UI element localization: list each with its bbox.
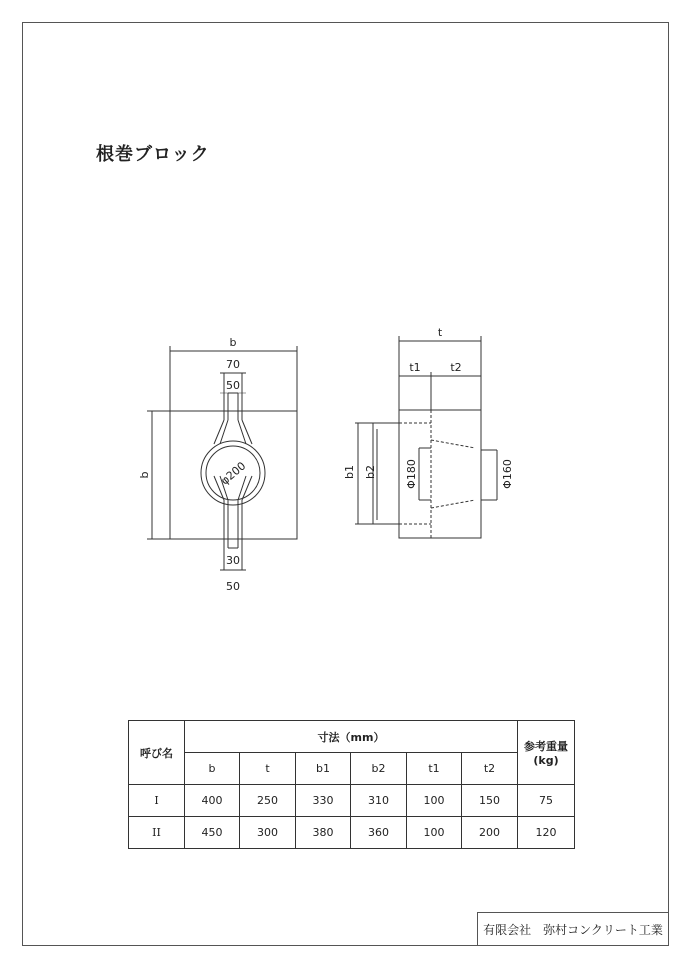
row-name: I bbox=[129, 785, 185, 817]
subheader-b2: b2 bbox=[351, 753, 407, 785]
dim-70: 70 bbox=[226, 358, 240, 371]
table-row bbox=[129, 817, 575, 849]
dim-t: t bbox=[437, 326, 443, 339]
cell-t1: 100 bbox=[407, 785, 462, 817]
spec-table bbox=[128, 720, 575, 849]
cell-weight: 120 bbox=[518, 817, 575, 849]
row-name: II bbox=[129, 817, 185, 849]
dim-30: 30 bbox=[226, 554, 240, 567]
company-name: 有限会社 弥村コンクリート工業 bbox=[477, 912, 669, 946]
cell-b2: 310 bbox=[351, 785, 407, 817]
dim-b1: b1 bbox=[343, 465, 356, 479]
cell-weight: 75 bbox=[518, 785, 575, 817]
dim-50-top: 50 bbox=[226, 379, 240, 392]
cell-b1: 380 bbox=[296, 817, 351, 849]
dim-phi200: φ200 bbox=[218, 459, 249, 488]
header-name: 呼び名 bbox=[129, 721, 185, 785]
dim-t1: t1 bbox=[409, 361, 421, 374]
header-weight: 参考重量 (kg) bbox=[518, 721, 575, 785]
dim-t2: t2 bbox=[450, 361, 462, 374]
subheader-b1: b1 bbox=[296, 753, 351, 785]
dim-b-top: b bbox=[229, 336, 237, 349]
page-title: 根巻ブロック bbox=[96, 144, 210, 165]
subheader-b: b bbox=[185, 753, 240, 785]
dim-50-bottom: 50 bbox=[226, 580, 240, 593]
cell-t: 300 bbox=[240, 817, 296, 849]
cell-t1: 100 bbox=[407, 817, 462, 849]
table-row bbox=[129, 785, 575, 817]
cell-t: 250 bbox=[240, 785, 296, 817]
subheader-t1: t1 bbox=[407, 753, 462, 785]
subheader-t: t bbox=[240, 753, 296, 785]
dim-b2: b2 bbox=[364, 465, 377, 479]
cell-t2: 200 bbox=[462, 817, 518, 849]
cell-t2: 150 bbox=[462, 785, 518, 817]
subheader-t2: t2 bbox=[462, 753, 518, 785]
cell-b1: 330 bbox=[296, 785, 351, 817]
dim-b-side: b bbox=[138, 471, 151, 479]
dim-phi180: Φ180 bbox=[405, 459, 418, 489]
dim-phi160: Φ160 bbox=[501, 459, 514, 489]
cell-b: 400 bbox=[185, 785, 240, 817]
cell-b: 450 bbox=[185, 817, 240, 849]
header-dims: 寸法（mm） bbox=[185, 721, 518, 753]
cell-b2: 360 bbox=[351, 817, 407, 849]
